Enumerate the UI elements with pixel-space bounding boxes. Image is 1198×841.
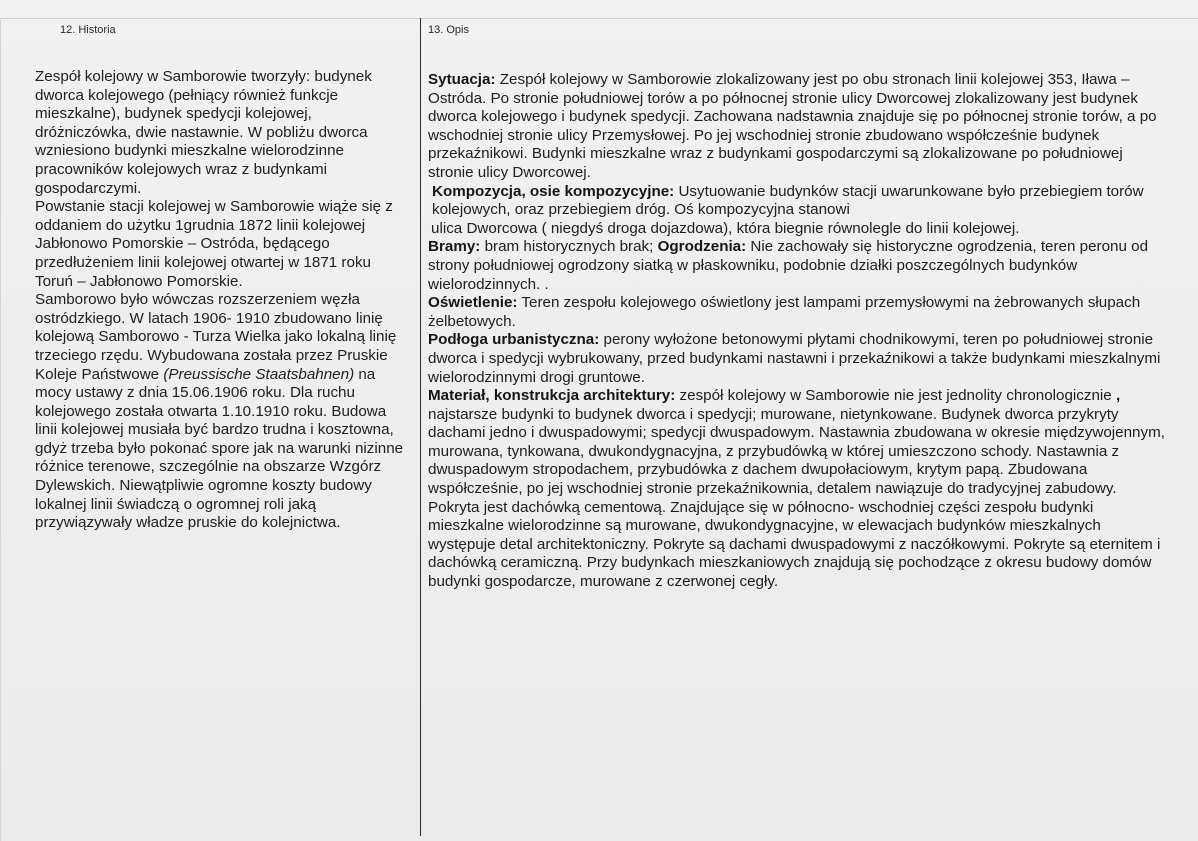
- section-heading-opis: 13. Opis: [428, 24, 469, 36]
- ogrodzenia-label: Ogrodzenia:: [657, 238, 747, 256]
- opis-bramy-ogrodzenia: [428, 238, 1168, 294]
- ogrodzenia-text: Nie zachowały się historyczne ogrodzenia, teren peronu od strony południowej ogrodzony siatką w płaskowniku, podobnie działki poszczególnych budynków wielorodzinnych. .: [428, 238, 1149, 293]
- opis-sytuacja: [428, 71, 1168, 183]
- top-frame-line: [0, 18, 1198, 19]
- historia-paragraph-3: [35, 291, 405, 533]
- bramy-label: Bramy:: [428, 238, 481, 256]
- historia-column: [35, 68, 405, 533]
- historia-paragraph-1: Zespół kolejowy w Samborowie tworzyły: budynek dworca kolejowego (pełniący również funkcje mieszkalne), budynek spedycji kolejowej, dróżniczówka, dwie nastawnie. W pobliżu dworca wzniesiono budynki mieszkalne wielorodzinne pracowników kolejowych wraz z budynkami gospodarczymi.: [35, 68, 372, 197]
- kompozycja-text: Usytuowanie budynków stacji uwarunkowane było przebiegiem torów kolejowych, oraz przebiegiem dróg. Oś kompozycyjna stanowi: [432, 182, 1144, 219]
- opis-kompozycja-cont: ulica Dworcowa ( niegdyś droga dojazdowa), która biegnie równolegle do linii kolejowej.: [431, 219, 1020, 237]
- material-text-2: najstarsze budynki to budynek dworca i spedycji; murowane, nietynkowane. Budynek dworca przykryty dachami jedno i dwuspadowymi; spedycji dwuspadowym. Nastawnia zbudowana w okresie międzywojennym, murowana, tynkowana, dwukondygnacyjna, z przybudówką w której umieszczono schody. Nastawnia z dwuspadowym stropodachem, przybudówka z dachem dwupołaciowym, krytym papą. Zbudowana współcześnie, po jej wschodniej stronie przekaźnikownia, detalem nawiązuje do tradycyjnej zabudowy. Pokryta jest dachówką cementową. Znajdujące się w północno- wschodniej części zespołu budynki mieszkalne wielorodzinne są murowane, dwukondygnacyjne, w elewacjach budynków mieszkalnych występuje detal architektoniczny. Pokryte są dachami dwuspadowymi z naczółkowymi. Pokryte są eternitem i dachówką ceramiczną. Przy budynkach mieszkaniowych znajdują się pochodzące z okresu budowy domów budynki gospodarcze, murowane z czerwonej cegły.: [428, 405, 1165, 591]
- historia-paragraph-3-text: Samborowo było wówczas rozszerzeniem węzła ostródzkiego. W latach 1906- 1910 zbudowano linię kolejową Samborowo - Turza Wielka jako lokalną linię trzeciego rzędu. Wybudowana została przez Pruskie Koleje Państwowe: [35, 291, 397, 383]
- opis-kompozycja: [428, 183, 1168, 220]
- oswietlenie-text: Teren zespołu kolejowego oświetlony jest lampami przemysłowymi na żebrowanych słupach żelbetowych.: [428, 294, 1141, 330]
- oswietlenie-label: Oświetlenie:: [428, 294, 518, 312]
- bramy-text: bram historycznych brak;: [480, 238, 658, 256]
- historia-italic-phrase: (Preussische Staatsbahnen): [163, 365, 355, 383]
- opis-material: [428, 387, 1168, 592]
- podloga-label: Podłoga urbanistyczna:: [428, 331, 600, 349]
- historia-paragraph-2: Powstanie stacji kolejowej w Samborowie wiąże się z oddaniem do użytku 1grudnia 1872 linii kolejowej Jabłonowo Pomorskie – Ostróda, będącego przedłużeniem linii kolejowej otwartej w 1871 roku Toruń – Jabłonowo Pomorskie.: [35, 198, 393, 290]
- podloga-text: perony wyłożone betonowymi płytami chodnikowymi, teren po południowej stronie dworca i spedycji wybrukowany, przed budynkami nastawni i przekaźnikowi a także budynkami mieszkalnymi wielorodzinnymi drogi gruntowe.: [428, 331, 1161, 386]
- historia-paragraph-3-continuation: na mocy ustawy z dnia 15.06.1906 roku. Dla ruchu kolejowego została otwarta 1.10.1910 roku. Budowa linii kolejowej musiała być bardzo trudna i kosztowna, gdyż trzeba było pokonać spore jak na warunki nizinne różnice terenowe, szczególnie na obszarze Wzgórz Dylewskich. Niewątpliwie ogromne koszty budowy lokalnej linii świadczą o ogromnej roli jaką przywiązywały władze pruskie do kolejnictwa.: [35, 365, 404, 532]
- column-divider: [420, 18, 421, 836]
- material-label: Materiał, konstrukcja architektury:: [428, 387, 676, 405]
- opis-column: [428, 71, 1168, 592]
- sytuacja-text: Zespół kolejowy w Samborowie zlokalizowany jest po obu stronach linii kolejowej 353, Iława – Ostróda. Po stronie południowej torów a po północnej stronie ulicy Dworcowej zlokalizowany jest budynek dworca kolejowego i budynek spedycji. Zachowana nadstawnia znajduje się po północnej stronie torów, a po wschodniej stronie ulicy Przemysłowej. Po jej wschodniej stronie zbudowano współcześnie budynek przekaźnikowi. Budynki mieszkalne wraz z budynkami gospodarczymi są zlokalizowane po południowej stronie ulicy Dworcowej.: [428, 71, 1157, 181]
- kompozycja-label: Kompozycja, osie kompozycyjne:: [432, 182, 675, 200]
- sytuacja-label: Sytuacja:: [428, 71, 496, 88]
- material-text-1: zespół kolejowy w Samborowie nie jest jednolity chronologicznie: [675, 387, 1116, 405]
- material-comma: ,: [1115, 387, 1121, 405]
- section-heading-historia: 12. Historia: [60, 24, 116, 36]
- left-edge-line: [0, 18, 1, 841]
- opis-podloga: [428, 331, 1168, 387]
- opis-oswietlenie: [428, 294, 1168, 331]
